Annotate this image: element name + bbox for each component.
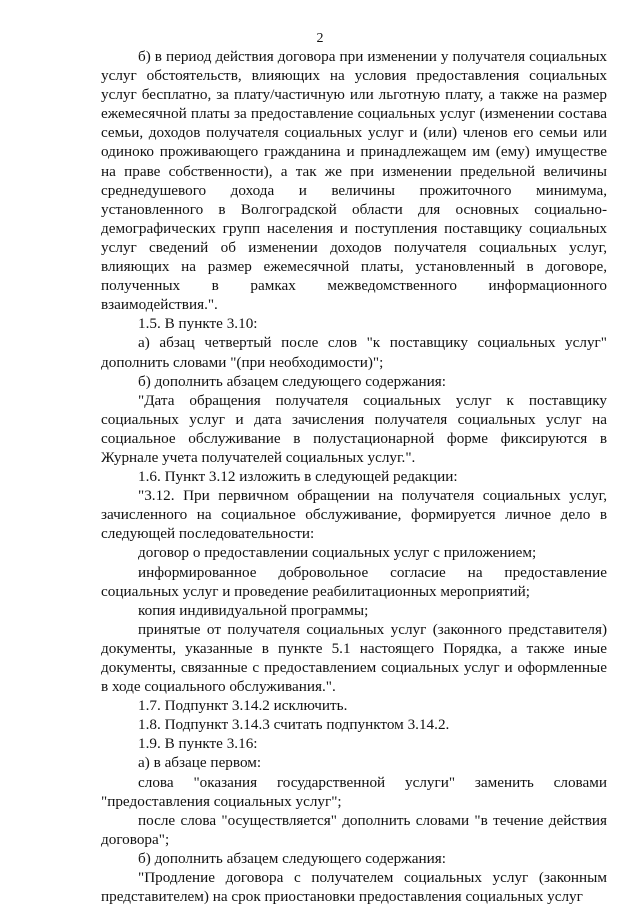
page-number: 2 — [316, 31, 324, 46]
paragraph: б) в период действия договора при изменении у получателя социальных услуг обстоятельств, влияющих на условия предоставления социальных услуг бесплатно, за плату/частичную или льготную плату, а также на размер ежемесячной платы за предоставление социальных услуг (изменении состава семьи, доходов получателя социальных услуг и (или) членов его семьи или одиноко проживающего гражданина и принадлежащем им (ему) имуществе на праве собственности), а так же при изменении предельной величины среднедушевого дохода и величины прожиточного минимума, установленного в Волгоградской области для основных социально-демографических групп населения и поступления поставщику социальных услуг сведений об изменении доходов получателя социальных услуг, влияющих на размер ежемесячной платы, установленный в договоре, полученных в рамках межведомственного информационного взаимодействия.". — [101, 48, 607, 314]
paragraph: "3.12. При первичном обращении на получателя социальных услуг, зачисленного на социальное обслуживание, формируется личное дело в следующей последовательности: — [101, 487, 607, 543]
paragraph: копия индивидуальной программы; — [138, 601, 369, 619]
paragraph: "Продление договора с получателем социальных услуг (законным представителем) на срок приостановки предоставления социальных услуг — [101, 869, 607, 906]
paragraph: 1.9. В пункте 3.16: — [138, 735, 258, 753]
paragraph: а) абзац четвертый после слов "к поставщику социальных услуг" дополнить словами "(при необходимости)"; — [101, 334, 607, 371]
paragraph: б) дополнить абзацем следующего содержания: — [138, 372, 446, 390]
paragraph: 1.5. В пункте 3.10: — [138, 315, 258, 333]
paragraph: информированное добровольное согласие на предоставление социальных услуг и проведение реабилитационных мероприятий; — [101, 563, 607, 600]
paragraph: б) дополнить абзацем следующего содержания: — [138, 849, 446, 867]
paragraph: принятые от получателя социальных услуг (законного представителя) документы, указанные в пункте 5.1 настоящего Порядка, а также иные документы, связанные с предоставлением социальных услуг и оформленные в ходе социального обслуживания.". — [101, 620, 607, 696]
paragraph: после слова "осуществляется" дополнить словами "в течение действия договора"; — [101, 811, 607, 848]
paragraph: а) в абзаце первом: — [138, 754, 262, 772]
paragraph: 1.8. Подпункт 3.14.3 считать подпунктом 3.14.2. — [138, 716, 450, 734]
paragraph: 1.6. Пункт 3.12 изложить в следующей редакции: — [138, 468, 458, 486]
paragraph: "Дата обращения получателя социальных услуг к поставщику социальных услуг и дата зачисления получателя социальных услуг на социальное обслуживание в полустационарной форме фиксируются в Журнале учета получателей социальных услуг.". — [101, 391, 607, 466]
paragraph: 1.7. Подпункт 3.14.2 исключить. — [138, 697, 348, 715]
document-body — [101, 47, 607, 906]
paragraph: договор о предоставлении социальных услуг с приложением; — [138, 544, 537, 562]
paragraph: слова "оказания государственной услуги" заменить словами "предоставления социальных услуг"; — [101, 773, 607, 810]
